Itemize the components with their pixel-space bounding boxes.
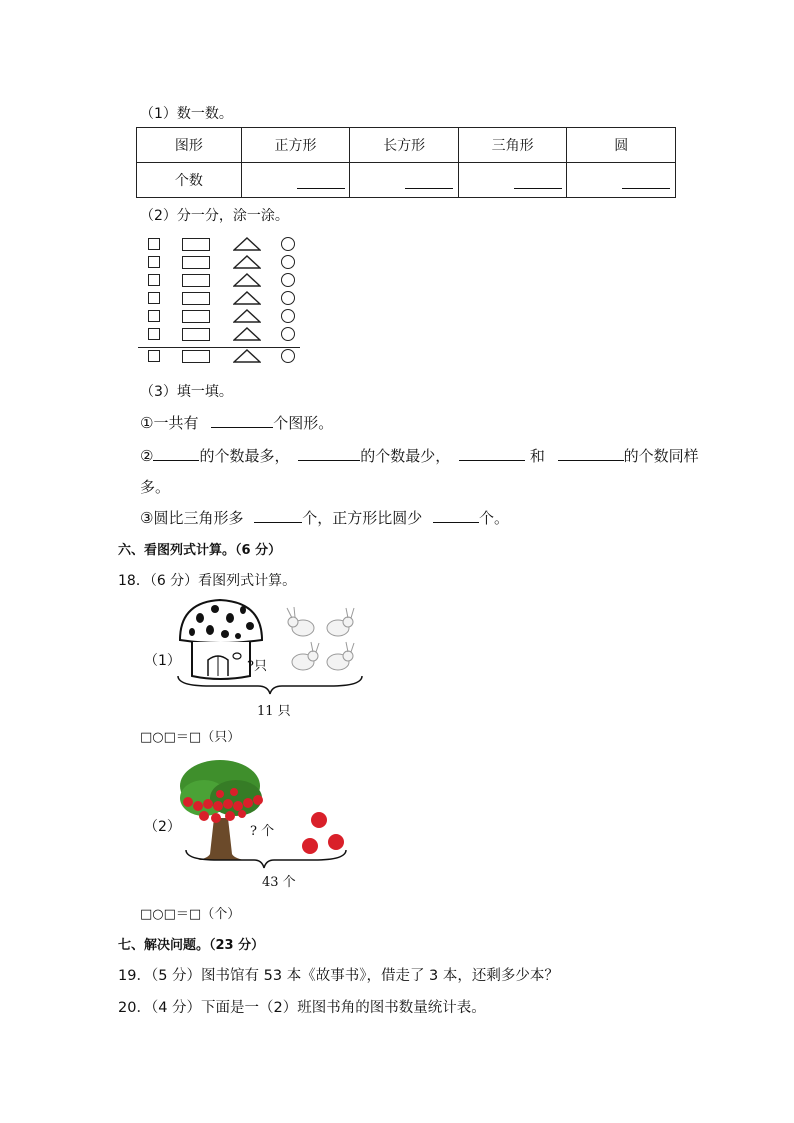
circle-shape[interactable] (281, 291, 295, 305)
circle-shape[interactable] (281, 327, 295, 341)
triangle-shape[interactable] (233, 291, 261, 305)
mushroom-cap (180, 600, 262, 643)
table-cell: 正方形 (241, 128, 350, 163)
table-cell: 圆 (567, 128, 676, 163)
answer-blank[interactable] (459, 446, 525, 461)
section-7-title: 七、解决问题。（23 分） (118, 938, 265, 953)
answer-blank[interactable] (254, 508, 302, 523)
answer-blank-square[interactable] (241, 163, 350, 198)
circle-shape[interactable] (281, 273, 295, 287)
table-row (137, 163, 676, 198)
square-shape[interactable] (148, 256, 160, 268)
triangle-shape[interactable] (233, 237, 261, 251)
q19-text: 19．（5 分）图书馆有 53 本《故事书》，借走了 3 本，还剩多少本？ (118, 968, 559, 984)
question-2: ② 的个数最多， 的个数最少， 和 的个数同样 (140, 447, 699, 465)
square-shape[interactable] (148, 292, 160, 304)
question-3: ③圆比三角形多 个，正方形比圆少 个。 (140, 509, 510, 527)
q20-text: 20．（4 分）下面是一（2）班图书角的图书数量统计表。 (118, 1000, 486, 1016)
section-6-title: 六、看图列式计算。（6 分） (118, 543, 282, 558)
answer-blank[interactable] (211, 413, 273, 428)
square-shape[interactable] (148, 310, 160, 322)
rectangle-shape[interactable] (182, 256, 210, 269)
triangle-shape[interactable] (233, 349, 261, 363)
circle-shape[interactable] (281, 255, 295, 269)
q18-part2-formula[interactable]: □○□＝□（个） (140, 907, 241, 922)
rectangle-shape[interactable] (182, 310, 210, 323)
question-2-wrap: 多。 (140, 478, 171, 496)
table-cell: 长方形 (350, 128, 459, 163)
rectangle-shape[interactable] (182, 238, 210, 251)
triangle-shape[interactable] (233, 273, 261, 287)
rectangle-shape[interactable] (182, 274, 210, 287)
triangle-shape[interactable] (233, 327, 261, 341)
circle-shape[interactable] (281, 349, 295, 363)
q18-part2-total: 43 个 (262, 875, 296, 890)
answer-blank-circle[interactable] (567, 163, 676, 198)
count-table (136, 127, 676, 198)
ground-apples (302, 812, 344, 854)
triangle-shape[interactable] (233, 309, 261, 323)
q18-part2-hidden: ? 个 (250, 824, 275, 839)
rectangle-shape[interactable] (182, 292, 210, 305)
table-cell: 个数 (137, 163, 242, 198)
tree-trunk (198, 818, 244, 860)
q18-title: 18．（6 分）看图列式计算。 (118, 573, 297, 589)
answer-blank[interactable] (298, 446, 360, 461)
circle-shape[interactable] (281, 309, 295, 323)
q18-part2-label: （2） (144, 819, 181, 835)
q18-part1-label: （1） (144, 653, 181, 669)
answer-blank-rectangle[interactable] (350, 163, 459, 198)
q18-part1-formula[interactable]: □○□＝□（只） (140, 730, 241, 745)
table-row (137, 128, 676, 163)
square-shape[interactable] (148, 328, 160, 340)
answer-blank-triangle[interactable] (458, 163, 567, 198)
table-cell: 图形 (137, 128, 242, 163)
part1-label: （1）数一数。 (140, 106, 233, 122)
square-shape[interactable] (148, 274, 160, 286)
part3-label: （3）填一填。 (140, 384, 233, 400)
circle-shape[interactable] (281, 237, 295, 251)
rectangle-shape[interactable] (182, 328, 210, 341)
answer-blank[interactable] (153, 446, 199, 461)
question-1: ①一共有 个图形。 (140, 414, 334, 432)
square-shape[interactable] (148, 238, 160, 250)
table-cell: 三角形 (458, 128, 567, 163)
q18-part1-hidden: ?只 (247, 659, 267, 674)
part2-label: （2）分一分，涂一涂。 (140, 208, 289, 224)
triangle-shape[interactable] (233, 255, 261, 269)
rectangle-shape[interactable] (182, 350, 210, 363)
grid-baseline (138, 347, 300, 348)
square-shape[interactable] (148, 350, 160, 362)
answer-blank[interactable] (433, 508, 479, 523)
q18-part1-total: 11 只 (257, 704, 291, 719)
answer-blank[interactable] (558, 446, 624, 461)
rabbits (287, 607, 354, 670)
